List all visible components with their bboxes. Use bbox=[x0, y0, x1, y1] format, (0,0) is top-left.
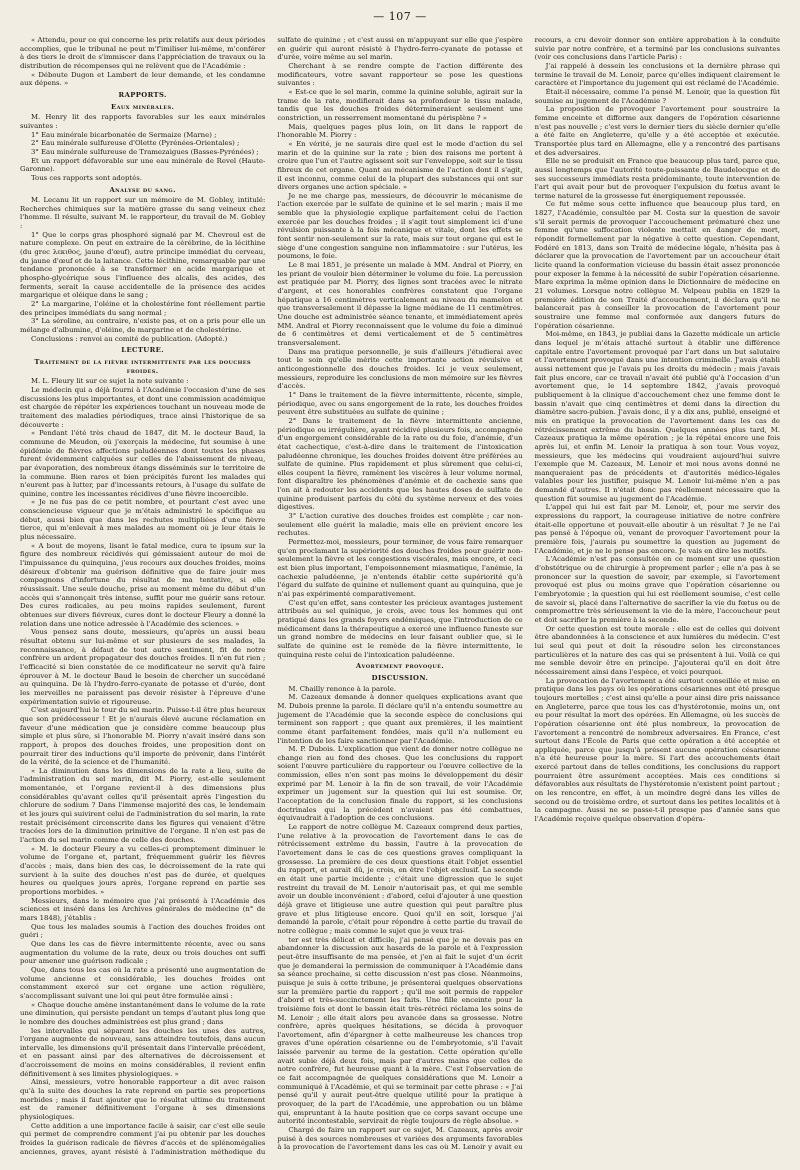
paragraph: 2° Eau minérale sulfureuse d'Olette (Pyrénées-Orientales) ; bbox=[31, 139, 240, 148]
paragraph: 3° La séroline, au contraire, n'existe pas, et on a pris pour elle un mélange d'albumine, d'oléine, de margarine et de cholestérine. bbox=[20, 317, 266, 334]
paragraph: « Je ne fus pas de ce petit nombre, et pourtant c'est avec une consciencieuse vigueur que je m'étais administré le spécifique au début, aussi bien que dans les rechutes multipliées d'une fièvre tierce, qui m'enlevait à mes malades au moment où je leur étais le plus nécessaire. bbox=[20, 498, 266, 542]
paragraph: Vous pensez sans doute, messieurs, qu'après un aussi beau résultat obtenu sur lui-même et sur plusieurs de ses malades, la reconnaissance, à défaut de tout autre sentiment, fit de notre confrère un ardent propagateur des douches froides. Il n'en fut rien ; l'efficacité si bien constatée de ce modificateur ne servit qu'à faire éprouver à M. le docteur Baud le besoin de chercher un succédané au quinquina. De là l'hydro-ferro-cyanate de potasse et d'urée, dont les merveilles ne paraissent pas devoir résister à l'épreuve d'une expérimentation suivie et rigoureuse. bbox=[20, 628, 266, 706]
paragraph: les intervalles qui séparent les douches les unes des autres, l'organe augmente de nouveau, sans atteindre toutefois, dans aucun intervalle, les dimensions qu'il présentait dans l'intervalle précédent, et en passant ainsi par des alternatives de décroissement et d'accroissement de moins en moins considérables, il revient enfin définitivement à ses limites physiologiques. » bbox=[20, 1026, 266, 1078]
paragraph: M. Cazeaux demande à donner quelques explications avant que M. Dubois prenne la parole. Il déclare qu'il n'a entendu soumettre au jugement de l'Académie que la seconde espèce de conclusions qui terminent son rapport ; que quant aux premières, il les maintient comme étant parfaitement fondées, mais qu'il n'a nullement eu l'intention de les faire sanctionner par l'Académie. bbox=[277, 693, 523, 745]
paragraph: 3° L'action curative des douches froides est complète ; car non-seulement elle guérit la maladie, mais elle en prévient encore les rechutes. bbox=[277, 512, 523, 538]
paragraph: Chargé de faire un rapport sur ce sujet, M. Cazeaux, après avoir puisé à des sources nombreuses et variées des arguments favorables à la provocation de l'avortement dans les cas où M. Lenoir y avait eu recours, a cru devoir donner son entière approbation à la conduite suivie par notre confrère, et a terminé par les conclusions suivantes (voir ces conclusions dans l'article Paris) : bbox=[277, 36, 780, 1152]
paragraph: La provocation de l'avortement a été surtout conseillée et mise en pratique dans les pays où les opérations césariennes ont été presque toujours mortelles ; c'est ainsi qu'elle a pour ainsi dire pris naissance en Angleterre, parce que tous les cas d'hystérotomie, moins un, ont eu pour résultat la mort des opérées. En Allemagne, où les succès de l'opération césarienne ont été plus nombreux, la provocation de l'avortement a rencontré de nombreux adversaires. En France, c'est surtout dans l'École de Paris que cette opération a été acceptée et appliquée, parce que jusqu'à présent aucune opération césarienne n'a été heureuse pour la mère. Si l'art des accouchements était exercé partout dans de telles conditions, les conclusions du rapport pourraient être assurément acceptées. Mais ces conditions si défavorables aux résultats de l'hystérotomie n'existent point partout ; on les rencontre, en effet, à un moindre degré dans les villes de second ou de troisième ordre, et surtout dans les petites localités et à la campagne. Aussi ne se passe-t-il presque pas d'année sans que l'Académie reçoive quelque observation d'opéra- bbox=[534, 676, 780, 824]
paragraph: « A bout de moyens, lisant le fatal medice, cura te ipsum sur la figure des nombreux récidivés qui gémissaient autour de moi de l'impuissance du quinquina, j'eus recours aux douches froides, moins désireux d'obtenir ma guérison définitive que de faire jouir mes compagnons d'infortune du résultat de ma tentative, si elle réussissait. Une seule douche, prise au moment même du début d'un accès qui s'annonçait très intense, suffit pour me guérir sans retour. Des cures radicales, au peu moins rapides seulement, furent obtenues sur divers fiévreux, cures dont le docteur Fleury a donné la relation dans une notice adressée à l'Académie des sciences. » bbox=[20, 541, 266, 628]
paragraph: ter est très délicat et difficile, j'ai pensé que je ne devais pas en abandonner la discussion aux hasards de la parole et à l'expression peut-être insuffisante de ma pensée, et j'en ai fait le sujet d'un écrit que je demanderai la permission de communiquer à l'Académie dans sa séance prochaine, si cette discussion n'est pas close. Néanmoins, puisque je suis à cette tribune, je présenterai quelques observations sur la première partie du rapport ; qu'il me soit permis de rappeler d'abord et très-succinctement les faits. Une fille enceinte pour la troisième fois et dont le bassin était très-rétréci réclama les soins de M. Lenoir ; elle était alors peu avancée dans sa grossesse. Notre confrère, après quelques hésitations, se décida à provoquer l'avortement, afin d'épargner à cette malheureuse les chances trop graves d'une opération césarienne ou de l'embryotomie, s'il l'avait laissée parvenir au terme de la gestation. Cette opération qu'elle avait subie déjà deux fois, mais par d'autres mains que celles de notre confrère, fut heureuse quant à la mère. C'est l'observation de ce fait accompagnée de quelques considérations que M. Lenoir a communiqué à l'Académie, et qui se terminait par cette phrase : « J'ai pensé qu'il y aurait peut-être quelque utilité pour la pratique à provoquer, de la part de l'Académie, une approbation ou un blâme qui, empruntant à la haute position que ce corps savant occupe une autorité incontestable, servirait de règle toujours de règle absolue. » bbox=[277, 935, 523, 1126]
paragraph: 2° La margarine, l'oléine et la cholestérine font réellement partie des principes immédiats du sang normal ; bbox=[20, 300, 266, 317]
paragraph: M. P. Dubois. L'explication que vient de donner notre collègue ne change rien au fond des choses. Que les conclusions du rapport soient l'œuvre particulière du rapporteur ou l'œuvre collective de la commission, elles n'en sont pas moins le développement du désir exprimé par M. Lenoir à la fin de son travail, de voir l'Académie exprimer un jugement sur la question qui lui est soumise. Or, l'acceptation de la conclusion finale du rapport, si les conclusions doctrinales qui la précèdent n'avaient pas été combattues, équivaudrait à l'adoption de ces conclusions. bbox=[277, 745, 523, 823]
paragraph: Elle ne se produisit en France que beaucoup plus tard, parce que, aussi longtemps que l'autorité toute-puissante de Baudelocque et de ses successeurs immédiats resta prédominante, toute intervention de l'art qui avait pour but de provoquer l'expulsion du fœtus avant le terme naturel de la grossesse fut énergiquement repoussée. bbox=[534, 157, 780, 200]
paragraph: 3° Eau minérale sulfureuse de Tramezaigues (Basses-Pyrénées) ; bbox=[31, 147, 259, 156]
paragraph: 1° Dans le traitement de la fièvre intermittente, récente, simple, périodique, avec ou sans engorgement de la rate, les douches froides peuvent être substituées au sulfate de quinine ; bbox=[277, 390, 523, 417]
paragraph: Que, dans tous les cas où la rate a présenté une augmentation de volume ancienne et considérable, les douches froides ont constamment exercé sur cet organe une action régulière, s'accomplissant suivant une loi qui peut être formulée ainsi : bbox=[20, 965, 266, 1000]
paragraph: « Attendu, pour ce qui concerne les prix relatifs aux deux périodes accomplies, que le tribunal ne peut m'f'imiliser lui-même, m'conférer à des tiers le droit de s'immiscer dans l'appréciation de travaux ou la distribution de récompenses qui ne relèvent que de l'Académie : bbox=[20, 36, 266, 70]
paragraph: L'Académie n'est pas consultée en ce moment sur une question d'obstétrique ou de chirurgie à proprement parler ; elle n'a pas à se prononcer sur la question de savoir, par exemple, si l'avortement provoqué est plus ou moins grave que l'opération césarienne ou l'embryotomie ; la question qui lui est réellement soumise, c'est celle de savoir si, placé dans l'alternative de sacrifier la vie du fœtus ou de compromettre très sérieusement la vie de la mère, l'accoucheur peut et doit sacrifier la première à la seconde. bbox=[534, 555, 780, 624]
paragraph: 2° Dans le traitement de la fièvre intermittente ancienne, périodique ou irrégulière, ayant récidivé plusieurs fois, accompagnée d'un engorgement considérable de la rate ou du foie, d'anémie, d'un état cachectique, c'est-à-dire dans le traitement de l'intoxication paludéenne chronique, les douches froides doivent être préférées au sulfate de quinine. Plus rapidement et plus sûrement que celui-ci, elles coupent la fièvre, ramènent les viscères à leur volume normal, font disparaître les phénomènes d'anémie et de cachexie sans que l'on ait à redouter les accidents que les hautes doses de sulfate de quinine produisent parfois du côté du système nerveux et des voies digestives. bbox=[277, 416, 523, 512]
paragraph: L'appel qui lui est fait par M. Lenoir, et, pour me servir des expressions du rapport, la courageuse initiative de notre confrère était-elle opportune et pouvait-elle aboutir à un résultat ? Je ne l'ai pas pensé à l'époque où, venant de provoquer l'avortement pour la première fois, j'aurais pu soumettre la question au jugement de l'Académie, et je ne le pense pas encore. Je vais en dire les motifs. bbox=[534, 503, 780, 555]
paragraph: « Déboute Dugon et Lambert de leur demande, et les condamne aux dépens. » bbox=[20, 70, 266, 88]
paragraph: M. Henry lit des rapports favorables sur les eaux minérales suivantes : bbox=[20, 113, 266, 130]
paragraph: Dans ma pratique personnelle, je suis d'ailleurs j'étudierai avec tout le soin qu'elle mérite cette importante action révulsive et anticongestionnelle des douches froides. Ici je veux seulement, messieurs, reproduire les conclusions de mon mémoire sur les fièvres d'accès. bbox=[277, 347, 523, 391]
paragraph: Mais, quelques pages plus loin, on lit dans le rapport de l'honorable M. Piorry : bbox=[277, 122, 523, 140]
paragraph: Le médecin qui a déjà fourni à l'Académie l'occasion d'une de ses discussions les plus importantes, et dont une commission académique est chargée de répéter les expériences touchant un nouveau mode de traitement des maladies périodiques, trace ainsi l'historique de sa découverte : bbox=[20, 385, 266, 429]
paragraph: 1° Eau minérale bicarbonatée de Sermaize (Marne) ; bbox=[31, 130, 217, 139]
paragraph: « Est-ce que le sel marin, comme la quinine soluble, agirait sur la trame de la rate, modifierait dans sa profondeur le tissu malade, tandis que les douches froides détermineraient seulement une constriction, un resserrement momentané du périsplène ? » bbox=[277, 87, 523, 122]
page-number: — 107 — bbox=[373, 10, 427, 23]
paragraph: Ce fut même sous cette influence que beaucoup plus tard, en 1827, l'Académie, consultée par M. Costa sur la question de savoir s'il serait permis de provoquer l'accouchement prématuré chez une femme qu'une suffocation violente mettait en danger de mort, répondit formellement par la négative à cette question. Cependant, Fodéré en 1813, dans son Traité de médecine légale, n'hésita pas à déclarer que la provocation de l'avortement par un accoucheur était licite quand la conformation vicieuse du bassin était assez prononcée pour exposer la femme à la nécessité de subir l'opération césarienne. Mare exprima la même opinion dans le Dictionnaire de médecine en 21 volumes. Lorsque notre collègue M. Velpeau publia en 1829 la première édition de son Traité d'accouchement, il déclara qu'il ne balancerait pas à conseiller la provocation de l'avortement pour soustraire une femme mal conformée aux dangers futurs de l'opération césarienne. bbox=[534, 200, 780, 330]
paragraph: « La diminution dans les dimensions de la rate a lieu, suite de l'administration du sel marin, dit M. Piorry, est-elle seulement momentanée, et l'organe revient-il à des dimensions plus considérables qu'avant celles qu'il présentait après l'ingestion du chlorure de sodium ? Dans l'immense majorité des cas, le lendemain et les jours qui suivirent celui de l'administration du sel marin, la rate restait précisément circonscrite dans les figures qui venaient d'être tracées lors de la diminution primitive de l'organe. Il n'en est pas de l'action du sel marin comme de celle des douches. bbox=[20, 766, 266, 845]
paragraph: M. Chailly renonce à la parole. bbox=[288, 684, 397, 693]
paragraph: C'est qu'en effet, sans contester les précieux avantages justement attribués au sel quinique, je crois, avec tous les hommes qui ont pratiqué dans les grands foyers endémiques, que l'introduction de ce médicament dans la thérapeutique a exercé une influence funeste sur un grand nombre de médecins en leur faisant oublier que, si le sulfate de quinine est le remède de la fièvre intermittente, le quinquina reste celui de l'intoxication paludéenne. bbox=[277, 598, 523, 659]
subsection-heading-eaux: Eaux minérales. bbox=[111, 102, 175, 111]
subsection-heading-fievre: Traitement de la fièvre intermittente par les douches froides. bbox=[34, 357, 251, 375]
paragraph: « En vérité, je ne saurais dire quel est le mode d'action du sel marin et de la quinine sur la rate ; bien des raisons me portent à croire que l'un et l'autre agissent soit sur l'enveloppe, soit sur le tissu fibreux de cet organe. Quant au mécanisme de l'action dont il s'agit, il est inconnu, comme celui de la plupart des substances qui ont sur divers organes une action spéciale. » bbox=[277, 139, 523, 192]
paragraph: M. Lecanu lit un rapport sur un mémoire de M. Gobley, intitulé: Recherches chimiques sur la matière grasse du sang veineux chez l'homme. Il résulte, suivant M. le rapporteur, du travail de M. Gobley : bbox=[20, 196, 266, 231]
paragraph: Et un rapport défavorable sur une eau minérale de Revel (Haute-Garonne). bbox=[20, 156, 266, 174]
paragraph: J'ai rappelé à dessein les conclusions et la dernière phrase qui termine le travail de M. Lenoir, parce qu'elles indiquent clairement le caractère et l'importance du jugement qui est réclamé de l'Académie. bbox=[534, 61, 780, 88]
article-columns bbox=[20, 36, 780, 1160]
subsection-heading-discussion: DISCUSSION. bbox=[371, 673, 429, 682]
paragraph: Or cette question est toute morale : elle est de celles qui doivent être abandonnées à la conscience et aux lumières du médecin. C'est lui seul qui peut et doit la résoudre selon les circonstances particulières et la nature des cas qui se présentent à lui. Voilà ce qui me semble devoir être en principe. J'ajouterai qu'il en doit être nécessairement ainsi dans l'espèce, et voici pourquoi. bbox=[534, 624, 780, 676]
paragraph: Le 8 mai 1851, je présente un malade à MM. Andral et Piorry, en les priant de vouloir bien déterminer le volume du foie. La percussion est pratiquée par M. Piorry, des lignes sont tracées avec le nitrate d'argent, et ces honorables confrères constatent que l'organe hépatique a 16 centimètres verticalement au niveau du mamelon et que transversalement il dépasse la ligne médiane de 11 centimètres. Une douche est administrée séance tenante, et immédiatement après MM. Andral et Piorry reconnaissent que le volume du foie a diminué de 6 centimètres et demi verticalement et de 5 centimètres transversalement. bbox=[277, 261, 523, 347]
paragraph: Je ne me charge pas, messieurs, de découvrir le mécanisme de l'action exercée par le sulfate de quinine et le sel marin ; mais il me semble que la physiologie explique parfaitement celui de l'action exercée par les douches froides ; il s'agit tout simplement ici d'une révulsion puissante à la fois mécanique et vitale, dont les effets se font sentir non-seulement sur la rate, mais sur tout organe qui est le siège d'une congestion sanguine non inflammatoire : sur l'utérus, les poumons, le foie. bbox=[277, 191, 523, 261]
paragraph: Que dans les cas de fièvre intermittente récente, avec ou sans augmentation du volume de la rate, deux ou trois douches ont suffi pour amener une guérison radicale ; bbox=[20, 939, 266, 966]
paragraph: « Chaque douche amène instantanément dans le volume de la rate une diminution, qui persiste pendant un temps d'autant plus long que le nombre des douches administrées est plus grand ; dans bbox=[20, 1000, 266, 1026]
paragraph: Le rapport de notre collègue M. Cazeaux comprend deux parties, l'une relative à la provocation de l'avortement dans le cas de rétrécissement extrême du bassin, l'autre à la provocation de l'avortement dans le cas de ces questions graves compliquant la grossesse. La première de ces deux questions était l'objet essentiel du rapport, et aurait dû, je crois, en être l'objet exclusif. La seconde en était une partie incidente ; c'était une digression que le sujet restreint du travail de M. Lenoir n'autorisait pas, et qui me semble avoir un double inconvénient : d'abord, celui d'ajouter à une question déjà grave et litigieuse une autre question qui peut paraître plus grave et plus litigieuse encore. Quoi qu'il en soit, lorsque j'ai demandé la parole, c'était pour répondre à cette partie du travail de notre collègue ; mais comme le sujet que je veux trai- bbox=[277, 823, 523, 935]
paragraph: 1° Que le corps gras phosphoré signalé par M. Chevreul est de nature complexe. On peut en extraire de la cérébrine, de la lécithine (du grec λεκιθος, jaune d'œuf), autre principe immédiat du cerveau, du jaune d'œuf et de la laitance. Cette lécithine, remarquable par une tendance prononcée à se transformer en acide margarique et phospho-glycérique sous l'influence des alcalis, des acides, des ferments, serait la cause accidentelle de la présence des acides margarique et oléique dans le sang ; bbox=[20, 230, 266, 300]
paragraph: « Pendant l'été très chaud de 1847, dit M. le docteur Baud, la commune de Meudon, où j'exerçais la médecine, fut soumise à une épidémie de fièvres affections paludéennes dont toutes les phases furent évidemment calquées sur celles de l'abaissement de niveau, par évaporation, des nombreux étangs disséminés sur le territoire de la commune. Bien rares et bien précipités furent les malades qui n'eurent pas à lutter, par d'incessants retours, à l'usage du sulfate de quinine, contre les incessantes récidives d'une fièvre incoercible. bbox=[20, 429, 266, 498]
paragraph: Tous ces rapports sont adoptés. bbox=[31, 173, 142, 182]
paragraph: Cette addition a une importance facile à saisir, car c'est elle seule qui permet de comprendre comment j'ai pu obtenir par les douches froides la guérison radicale de fièvres d'accès et de splénomégalies anciennes, graves, ayant résisté à l'administration méthodique du sulfate de quinine ; et c'est aussi en m'appuyant sur elle que j'espère en guérir qui auront résisté à l'hydro-ferro-cyanate de potasse et d'urée, voire même au sel marin. bbox=[20, 36, 523, 1156]
paragraph: La proposition de provoquer l'avortement pour soustraire la femme enceinte et difforme aux dangers de l'opération césarienne n'est pas nouvelle ; c'est vers le dernier tiers du siècle dernier qu'elle a été faite en Angleterre, qu'elle y a été acceptée et exécutée. Transportée plus tard en Allemagne, elle y a rencontré des partisans et des adversaires. bbox=[534, 105, 780, 157]
section-heading-rapports: RAPPORTS. bbox=[118, 90, 167, 99]
paragraph: Que tous les malades soumis à l'action des douches froides ont guéri ; bbox=[20, 922, 266, 940]
paragraph: M. L. Fleury lit sur ce sujet la note suivante : bbox=[31, 377, 189, 386]
paragraph: Cherchant à se rendre compte de l'action différente des modificateurs, votre savant rapporteur se pose les questions suivantes : bbox=[277, 61, 523, 88]
section-heading-lecture: LECTURE. bbox=[121, 346, 165, 355]
paragraph: Était-il nécessaire, comme l'a pensé M. Lenoir, que la question fût soumise au jugement de l'Académie ? bbox=[534, 87, 780, 105]
paragraph: Moi-même, en 1843, je publiai dans la Gazette médicale un article dans lequel je m'étais attaché surtout à établir une différence capitale entre l'avortement provoqué par l'art dans un but salutaire et l'avortement provoqué dans une intention criminelle. J'avais établi aussi nettement que je l'avais pu les droits du médecin ; mais j'avais fait plus encore, car ce travail n'avait été publié qu'à l'occasion d'un avortement que, le 14 septembre 1842, j'avais provoqué publiquement à la clinique d'accouchement chez une femme dont le bassin n'avait que cinq centimètres et demi dans la direction du diamètre sacro-pubien. J'avais donc, il y a dix ans, publié, enseigné et mis en pratique la provocation de l'avortement dans les cas de rétrécissement extrême du bassin. Quelques années plus tard, M. Cazeaux pratiqua la même opération ; je la répétai encore une fois après lui, et enfin M. Lenoir la pratiqua à son tour. Vous voyez, messieurs, que les médecins qui voudraient aujourd'hui suivre l'exemple que M. Cazeaux, M. Lenoir et moi nous avons donné ne manqueraient pas de précédents et d'autorités médico-légales valables pour les justifier, puisque M. Lenoir lui-même n'en a pas demandé d'autres. Il n'était donc pas réellement nécessaire que la question fût soumise au jugement de l'Académie. bbox=[534, 330, 780, 503]
subsection-heading-sang: Analyse du sang. bbox=[109, 185, 176, 194]
paragraph: « M. le docteur Fleury a vu celles-ci promptement diminuer le volume de l'organe et, partant, fréquemment guérir les fièvres d'accès ; mais, dans bien des cas, le décroissement de la rate qui survient à la suite des douches n'est pas de durée, et quelques heures ou quelques jours après, l'organe reprend en partie ses proportions morbides. » bbox=[20, 844, 266, 896]
paragraph: Messieurs, dans le mémoire que j'ai présenté à l'Académie des sciences et inséré dans les Archives générales de médecine (n° de mars 1848), j'établis : bbox=[20, 896, 266, 922]
paragraph: Ainsi, messieurs, votre honorable rapporteur a dit avec raison qu'à la suite des douches la rate reprend en partie ses proportions morbides ; mais il faut ajouter que le résultat ultime du traitement est de ramener définitivement l'organe à ses dimensions physiologiques. bbox=[20, 1078, 266, 1122]
paragraph: C'est aujourd'hui le tour du sel marin. Puisse-t-il être plus heureux que son prédécesseur ! Et je n'aurais élevé aucune réclamation en faveur d'une médication que je considère comme beaucoup plus simple et plus sûre, si l'honorable M. Piorry n'avait inséré dans son rapport, à propos des douches froides, une proposition dont on pourrait tirer des inductions qu'il importe de prévenir, dans l'intérêt de la vérité, de la science et de l'humanité. bbox=[20, 706, 266, 767]
section-heading-avortement: Avortement provoqué. bbox=[355, 662, 445, 671]
paragraph: Permettez-moi, messieurs, pour terminer, de vous faire remarquer qu'en proclamant la supériorité des douches froides pour guérir non-seulement la fièvre et les congestions viscérales, mais encore, et ceci est bien plus important, l'empoisonnement miasmatique, l'anémie, la cachexie paludéenne, je n'entends établir cette supériorité qu'à l'égard du sulfate de quinine et nullement quant au quinquina, que je n'ai pas expérimenté comparativement. bbox=[277, 538, 523, 598]
paragraph: Conclusions : renvoi au comité de publication. (Adopté.) bbox=[31, 334, 228, 343]
